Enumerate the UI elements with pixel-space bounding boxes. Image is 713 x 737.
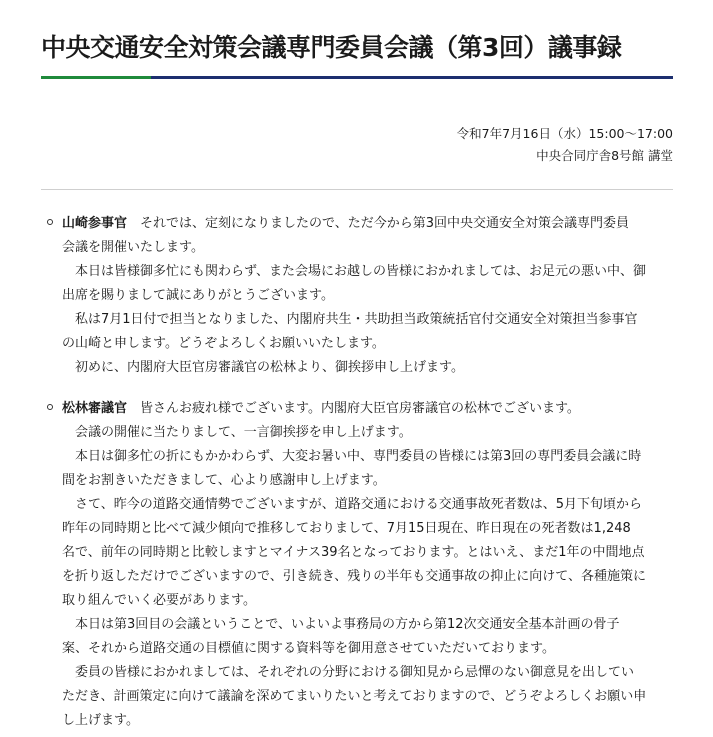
speech-item	[41, 397, 681, 733]
speech-text	[62, 212, 681, 380]
speech-line: 私は7月1日付で担当となりました、内閣府共生・共助担当政策統括官付交通安全対策担当参事官	[62, 312, 638, 327]
speech-line: 山崎参事官 それでは、定刻になりましたので、ただ今から第3回中央交通安全対策会議専門委員	[62, 216, 630, 231]
speech-line: 出席を賜りまして誠にありがとうございます。	[62, 288, 334, 303]
speech-line: 松林審議官 皆さんお疲れ様でございます。内閣府大臣官房審議官の松林でございます。	[62, 401, 580, 416]
speech-item	[41, 212, 681, 380]
meeting-meta	[457, 123, 673, 167]
speaker-name: 松林審議官	[62, 401, 128, 416]
bullet-icon	[47, 404, 53, 410]
speech-line: 会議を開催いたします。	[62, 240, 204, 255]
speech-line: 委員の皆様におかれましては、それぞれの分野における御知見から忌憚のない御意見を出してい	[62, 665, 635, 680]
speech-line: ただき、計画策定に向けて議論を深めてまいりたいと考えておりますので、どうぞよろしくお願い申	[62, 689, 647, 704]
speech-line: の山崎と申します。どうぞよろしくお願いいたします。	[62, 336, 385, 351]
speech-line: し上げます。	[62, 713, 139, 728]
speech-line: 初めに、内閣府大臣官房審議官の松林より、御挨拶申し上げます。	[62, 360, 464, 375]
speech-line: 昨年の同時期と比べて減少傾向で推移しておりまして、7月15日現在、昨日現在の死者数は1,248	[62, 521, 631, 536]
speech-line: 取り組んでいく必要があります。	[62, 593, 256, 608]
speech-line: 名で、前年の同時期と比較しますとマイナス39名となっております。とはいえ、まだ1年の中間地点	[62, 545, 645, 560]
divider	[41, 189, 673, 190]
speech-line: 案、それから道路交通の目標値に関する資料等を御用意させていただいております。	[62, 641, 555, 656]
speech-line: を折り返しただけでございますので、引き続き、残りの半年も交通事故の抑止に向けて、各種施策に	[62, 569, 646, 584]
speech-line: 会議の開催に当たりまして、一言御挨拶を申し上げます。	[62, 425, 412, 440]
speech-line: 本日は皆様御多忙にも関わらず、また会場にお越しの皆様におかれましては、お足元の悪い中、御	[62, 264, 646, 279]
meeting-venue: 中央合同庁舎8号館 講堂	[536, 148, 673, 163]
speaker-name: 山崎参事官	[62, 216, 128, 231]
speech-line: 本日は第3回目の会議ということで、いよいよ事務局の方から第12次交通安全基本計画の骨子	[62, 617, 620, 632]
title-underline	[41, 76, 673, 79]
speech-line: 間をお割きいただきまして、心より感謝申し上げます。	[62, 473, 386, 488]
speech-line: 本日は御多忙の折にもかかわらず、大変お暑い中、専門委員の皆様には第3回の専門委員会議に時	[62, 449, 642, 464]
meeting-datetime: 令和7年7月16日（水）15:00～17:00	[456, 126, 673, 141]
bullet-icon	[47, 219, 53, 225]
speech-text	[62, 397, 681, 733]
speech-line: さて、昨今の道路交通情勢でございますが、道路交通における交通事故死者数は、5月下旬頃から	[62, 497, 643, 512]
page-title: 中央交通安全対策会議専門委員会議（第3回）議事録	[41, 33, 622, 62]
